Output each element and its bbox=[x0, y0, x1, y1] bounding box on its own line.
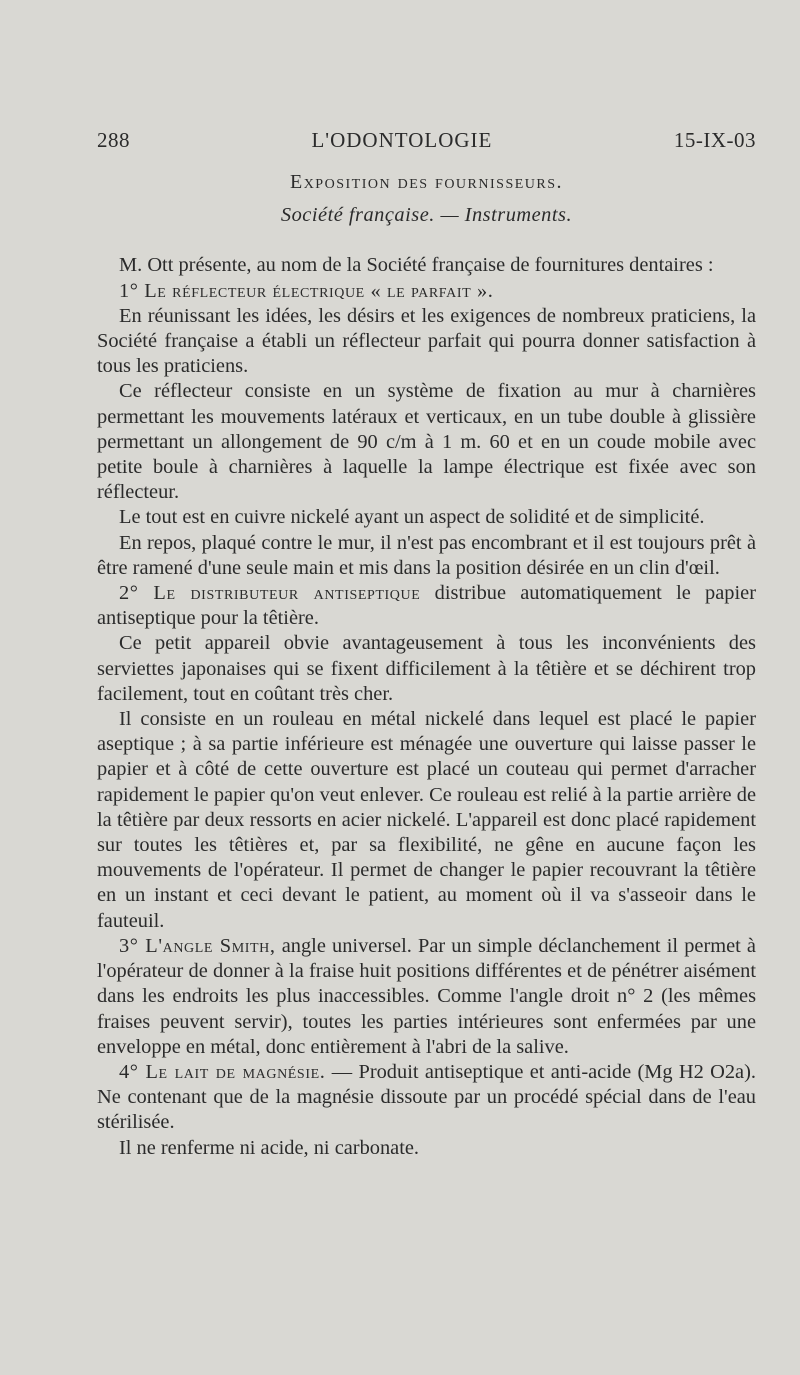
journal-title: L'ODONTOLOGIE bbox=[311, 128, 493, 152]
paragraph: Le tout est en cuivre nickelé ayant un aspect de solidité et de simplicité. bbox=[119, 506, 705, 529]
paragraph: Il ne renferme ni acide, ni carbonate. bbox=[119, 1136, 420, 1159]
paragraph: Ce réflecteur consiste en un système de fixation au mur à charnières permettant les mouvements latéraux et verticaux, en un tube double à glissière permettant un allongement de 90 c/m à 1 m. 60 et en un coude mobile avec petite boule à charnières à laquelle la lampe électrique est fixée avec son réflecteur. bbox=[97, 380, 756, 504]
page-number: 288 bbox=[97, 128, 130, 152]
paragraph-intro: M. Ott présente, au nom de la Société française de fournitures dentaires : bbox=[119, 254, 714, 277]
paragraph: En réunissant les idées, les désirs et les exigences de nombreux praticiens, la Société française a établi un réflecteur parfait qui pourra donner satisfaction à tous les praticiens. bbox=[97, 304, 756, 378]
paragraph: Ce petit appareil obvie avantageusement à tous les inconvénients des serviettes japonaises qui se fixent difficilement à la têtière et se déchirent trop facilement, tout en coûtant très cher. bbox=[97, 632, 756, 705]
section-title: Exposition des fournisseurs. bbox=[289, 171, 564, 193]
item-2: 2° Le distributeur antiseptique distribue automatiquement le papier antiseptique pour la têtière. bbox=[97, 582, 756, 630]
item-3: 3° L'angle Smith, angle universel. Par un simple déclanchement il permet à l'opérateur de donner à la fraise huit positions différentes et de pénétrer aisément dans les endroits les plus inaccessibles. Comme l'angle droit n° 2 (les mêmes fraises peuvent servir), toutes les parties intérieures sont enfermées par une enveloppe en métal, donc entièrement à l'abri de la salive. bbox=[97, 934, 756, 1058]
item-4-lead: 4° Le lait de magnésie. bbox=[119, 1060, 326, 1083]
section-subtitle: Société française. — Instruments. bbox=[280, 204, 573, 227]
running-head bbox=[97, 128, 756, 153]
paragraph: En repos, plaqué contre le mur, il n'est pas encombrant et il est toujours prêt à être ramené d'une seule main et mis dans la position désirée en un clin d'œil. bbox=[97, 531, 756, 579]
item-1-lead: 1° Le réflecteur électrique « le parfait ». bbox=[119, 279, 494, 302]
item-1-heading bbox=[97, 279, 756, 304]
item-2-lead: 2° Le distributeur antiseptique bbox=[119, 582, 421, 605]
item-4: 4° Le lait de magnésie. — Produit antiseptique et anti-acide (Mg H2 O2a). Ne contenant que de la magnésie dissoute par un procédé spécial dans de l'eau stérilisée. bbox=[97, 1060, 756, 1134]
item-3-lead: 3° L'angle Smith, bbox=[119, 934, 276, 957]
issue-date: 15-IX-03 bbox=[673, 128, 756, 152]
article-body bbox=[97, 170, 756, 1161]
paragraph: Il consiste en un rouleau en métal nickelé dans lequel est placé le papier aseptique ; à sa partie inférieure est ménagée une ouverture qui laisse passer le papier et à côté de cette ouverture est placé un couteau qui permet d'arracher rapidement le papier qu'on veut enlever. Ce rouleau est relié à la partie arrière de la têtière par deux ressorts en acier nickelé. L'appareil est donc placé rapidement sur toutes les têtières et, par sa flexibilité, ne gêne en aucune façon les mouvements de l'opérateur. Il permet de changer le papier recouvrant la têtière en un instant et ceci devant le patient, au moment où il va s'asseoir dans le fauteuil. bbox=[97, 708, 756, 932]
